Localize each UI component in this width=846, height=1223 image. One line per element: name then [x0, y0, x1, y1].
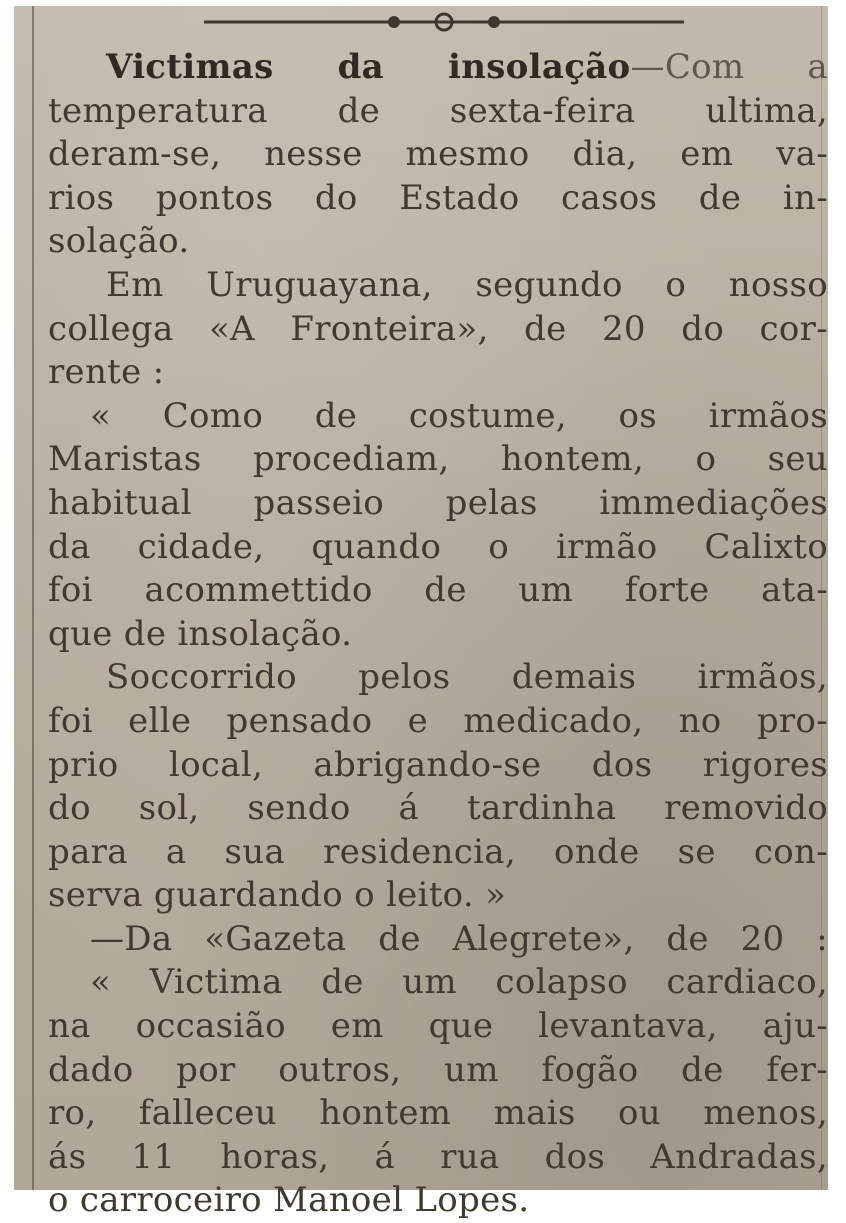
article-line-10: Maristas procediam, hontem, o seu [48, 439, 828, 480]
article-line-11: habitual passeio pelas immediações [48, 482, 828, 523]
article-line-26: ás 11 horas, á rua dos Andradas, [48, 1136, 828, 1177]
article-headline: Victimas da insolação [106, 47, 631, 87]
article-line-4: rios pontos do Estado casos de in- [48, 177, 828, 218]
article-line-7: collega «A Fronteira», de 20 do cor- [48, 308, 828, 349]
article-line-16: foi elle pensado e medicado, no pro- [48, 700, 828, 741]
article-line-27: o carroceiro Manoel Lopes. [48, 1180, 530, 1221]
article-line-12: da cidade, quando o irmão Calixto [48, 526, 828, 567]
article-line-2: temperatura de sexta-feira ultima, [48, 90, 828, 131]
article-line-9: « Como de costume, os irmãos [90, 395, 828, 436]
article-line-18: do sol, sendo á tardinha removido [48, 788, 828, 829]
article-line-13: foi acommettido de um forte ata- [48, 570, 828, 611]
article-line-22: « Victima de um colapso cardiaco, [90, 962, 828, 1003]
ornamental-divider-icon [204, 12, 684, 32]
article-line-25: ro, falleceu hontem mais ou menos, [48, 1093, 828, 1134]
article-line-19: para a sua residencia, onde se con- [48, 831, 828, 872]
article-line-14: que de insolação. [48, 613, 353, 654]
article-line-23: na occasião em que levantava, aju- [48, 1006, 828, 1047]
article-line-24: dado por outros, um fogão de fer- [48, 1049, 828, 1090]
article-line-1: Victimas da insolação—Com a [106, 47, 828, 87]
article-line-21: —Da «Gazeta de Alegrete», de 20 : [90, 918, 828, 959]
article-line-15: Soccorrido pelos demais irmãos, [106, 657, 828, 698]
article-line-6: Em Uruguayana, segundo o nosso [106, 264, 828, 305]
article-line-5: solação. [48, 221, 190, 262]
article-line-8: rente : [48, 352, 165, 393]
article-line-17: prio local, abrigando-se dos rigores [48, 744, 828, 785]
column-rule-left [32, 6, 34, 1190]
article-line-20: serva guardando o leito. » [48, 875, 507, 916]
news-article [48, 46, 828, 1223]
newspaper-clipping-photo [14, 6, 828, 1221]
article-line-3: deram-se, nesse mesmo dia, em va- [48, 134, 828, 175]
